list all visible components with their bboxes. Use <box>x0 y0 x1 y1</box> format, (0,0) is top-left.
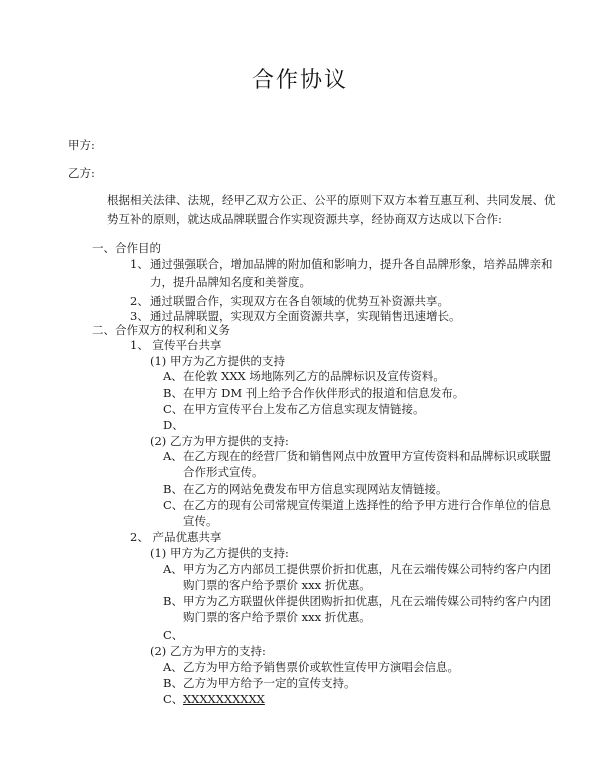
intro-line-2: 势互补的原则，就达成品牌联盟合作实现资源共享，经协商双方达成以下合作: <box>107 212 502 226</box>
item-text-cont: 合作形式宣传。 <box>183 465 264 479</box>
list-item <box>163 404 425 416</box>
item-number: 3、 <box>130 309 149 323</box>
item-number: 1、 <box>130 257 149 271</box>
part-heading: (1) 甲方为乙方提供的支持: <box>150 546 289 560</box>
section-2-heading: 二、合作双方的权利和义务 <box>92 323 230 337</box>
item-text-cont: 购门票的客户给予票价 xxx 折优惠。 <box>183 578 371 592</box>
subsection-heading: 2、 产品优惠共享 <box>130 530 222 544</box>
intro-line-1: 根据相关法律、法规，经甲乙双方公正、公平的原则下双方本着互惠互利、共同发展、优 <box>107 193 556 207</box>
item-label: D、 <box>163 418 184 432</box>
item-text-cont: 力，提升品牌知名度和美誉度。 <box>150 275 311 289</box>
item-text: 甲方为乙方内部员工提供票价折扣优惠，凡在云端传媒公司特约客户内团 <box>183 562 551 576</box>
item-label: A、 <box>163 562 183 576</box>
list-item <box>163 484 448 496</box>
item-label: C、 <box>163 628 184 642</box>
item-label: C、 <box>163 498 184 512</box>
item-label: B、 <box>163 676 183 690</box>
item-label: A、 <box>163 660 183 674</box>
item-label: B、 <box>163 594 183 608</box>
item-text: 通过强强联合，增加品牌的附加值和影响力，提升各自品牌形象，培养品牌亲和 <box>150 257 553 271</box>
list-item <box>163 630 183 642</box>
list-item <box>163 662 459 674</box>
list-item <box>163 500 551 512</box>
item-label: B、 <box>163 482 183 496</box>
item-label: A、 <box>163 369 183 383</box>
list-item <box>163 564 551 576</box>
list-item <box>130 311 461 323</box>
list-item <box>163 388 464 400</box>
list-item <box>163 678 356 690</box>
item-text: 通过品牌联盟，实现双方全面资源共享，实现销售迅速增长。 <box>150 309 461 323</box>
item-text-cont: 购门票的客户给予票价 xxx 折优惠。 <box>183 610 371 624</box>
list-item <box>163 596 551 608</box>
item-label: C、 <box>163 692 184 706</box>
list-item <box>163 694 265 706</box>
part-heading: (1) 甲方为乙方提供的支持 <box>150 354 285 368</box>
item-text: XXXXXXXXXX <box>183 692 265 706</box>
item-text: 乙方为甲方给予一定的宣传支持。 <box>183 676 356 690</box>
item-label: A、 <box>163 449 183 463</box>
item-text: 在甲方 DM 刊上给予合作伙伴形式的报道和信息发布。 <box>183 386 465 400</box>
list-item <box>163 420 183 432</box>
item-text: 在乙方的网站免费发布甲方信息实现网站友情链接。 <box>183 482 448 496</box>
list-item <box>163 451 551 463</box>
item-text: 通过联盟合作，实现双方在各自领域的优势互补资源共享。 <box>150 294 449 308</box>
item-number: 2、 <box>130 294 149 308</box>
list-item <box>130 296 449 308</box>
item-text: 乙方为甲方给予销售票价或软性宣传甲方演唱会信息。 <box>183 660 459 674</box>
item-label: B、 <box>163 386 183 400</box>
list-item <box>130 259 553 271</box>
item-text-cont: 宣传。 <box>183 514 218 528</box>
item-label: C、 <box>163 402 184 416</box>
subsection-heading: 1、 宣传平台共享 <box>130 338 222 352</box>
item-text: 甲方为乙方联盟伙伴提供团购折扣优惠，凡在云端传媒公司特约客户内团 <box>183 594 551 608</box>
item-text: 在甲方宣传平台上发布乙方信息实现友情链接。 <box>183 402 425 416</box>
party-a-label: 甲方: <box>68 138 95 152</box>
party-b-label: 乙方: <box>68 166 95 180</box>
item-text: 在乙方现在的经营厂货和销售网点中放置甲方宣传资料和品牌标识或联盟 <box>183 449 551 463</box>
section-1-heading: 一、合作目的 <box>92 241 161 255</box>
part-heading: (2) 乙方为甲方提供的支持: <box>150 434 289 448</box>
item-text: 在乙方的现有公司常规宣传渠道上选择性的给予甲方进行合作单位的信息 <box>183 498 551 512</box>
list-item <box>163 371 445 383</box>
part-heading: (2) 乙方为甲方的支持: <box>150 644 266 658</box>
document-title: 合作协议 <box>251 68 348 93</box>
item-text: 在伦敦 XXX 场地陈列乙方的品牌标识及宣传资料。 <box>183 369 445 383</box>
